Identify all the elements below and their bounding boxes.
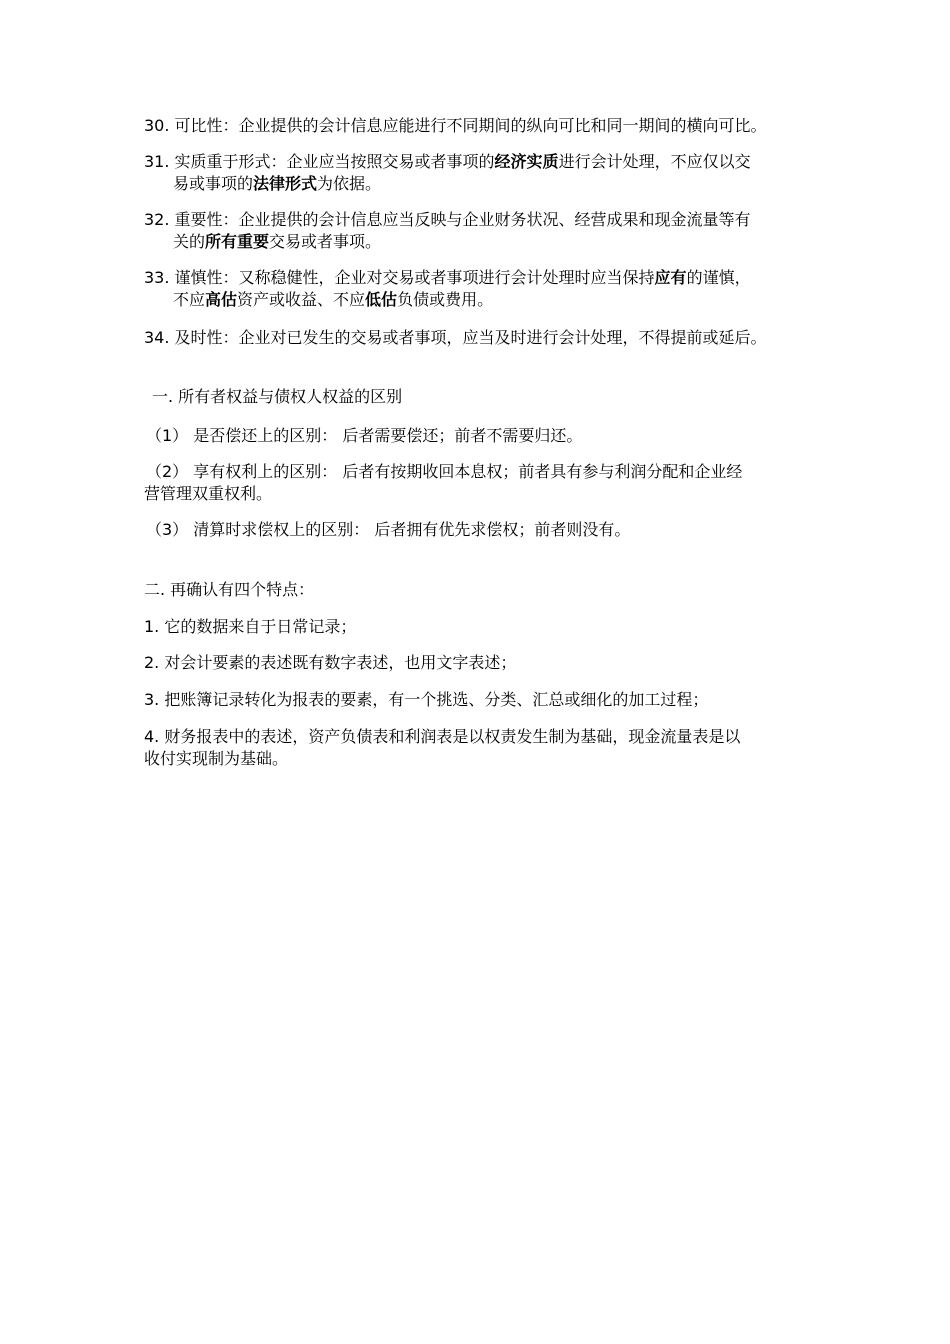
- text-run: 为依据。: [317, 174, 382, 193]
- bold-term: 经济实质: [494, 152, 559, 171]
- principle-31-line-2: [173, 173, 381, 194]
- principle-34-line-1: [144, 327, 767, 348]
- text-run: 负债或费用。: [397, 290, 494, 309]
- text-run: 易或事项的: [173, 174, 254, 193]
- section-2-heading: 二. 再确认有四个特点：: [144, 580, 315, 599]
- text-run: 的谨慎，: [686, 268, 751, 287]
- principle-32-line-1: [144, 209, 751, 230]
- text-run: 30. 可比性：企业提供的会计信息应能进行不同期间的纵向可比和同一期间的横向可比。: [144, 116, 767, 135]
- bold-term: 应有: [654, 268, 687, 287]
- section-1-item-2-line-2: 营管理双重权利。: [144, 484, 273, 503]
- text-run: 资产或收益、不应: [237, 290, 366, 309]
- section-1-item-1: （1） 是否偿还上的区别： 后者需要偿还；前者不需要归还。: [146, 426, 583, 445]
- text-run: 交易或者事项。: [269, 232, 382, 251]
- section-2-item-2: 2. 对会计要素的表述既有数字表述，也用文字表述；: [144, 653, 517, 672]
- section-2-item-1: 1. 它的数据来自于日常记录；: [144, 617, 357, 636]
- bold-term: 法律形式: [253, 174, 318, 193]
- section-2-item-3: 3. 把账簿记录转化为报表的要素，有一个挑选、分类、汇总或细化的加工过程；: [144, 690, 709, 709]
- bold-term: 所有重要: [205, 232, 270, 251]
- section-1-item-3: （3） 清算时求偿权上的区别： 后者拥有优先求偿权；前者则没有。: [146, 520, 631, 539]
- section-1-heading: 一. 所有者权益与债权人权益的区别: [152, 387, 403, 406]
- bold-term: 低估: [365, 290, 398, 309]
- principle-33-line-2: [173, 289, 493, 310]
- section-2-item-4-line-2: 收付实现制为基础。: [144, 749, 289, 768]
- principle-31-line-1: [144, 151, 751, 172]
- principle-33-line-1: [144, 267, 751, 288]
- section-1-item-2-line-1: （2） 享有权利上的区别： 后者有按期收回本息权；前者具有参与利润分配和企业经: [146, 462, 743, 481]
- text-run: 进行会计处理，不应仅以交: [558, 152, 751, 171]
- principle-30-line-1: [144, 115, 767, 136]
- text-run: 31. 实质重于形式：企业应当按照交易或者事项的: [144, 152, 495, 171]
- text-run: 33. 谨慎性：又称稳健性，企业对交易或者事项进行会计处理时应当保持: [144, 268, 655, 287]
- text-run: 34. 及时性：企业对已发生的交易或者事项，应当及时进行会计处理，不得提前或延后。: [144, 328, 767, 347]
- section-2-item-4-line-1: 4. 财务报表中的表述，资产负债表和利润表是以权责发生制为基础，现金流量表是以: [144, 727, 741, 746]
- text-run: 不应: [173, 290, 206, 309]
- principle-32-line-2: [173, 231, 381, 252]
- text-run: 32. 重要性：企业提供的会计信息应当反映与企业财务状况、经营成果和现金流量等有: [144, 210, 751, 229]
- bold-term: 高估: [205, 290, 238, 309]
- text-run: 关的: [173, 232, 206, 251]
